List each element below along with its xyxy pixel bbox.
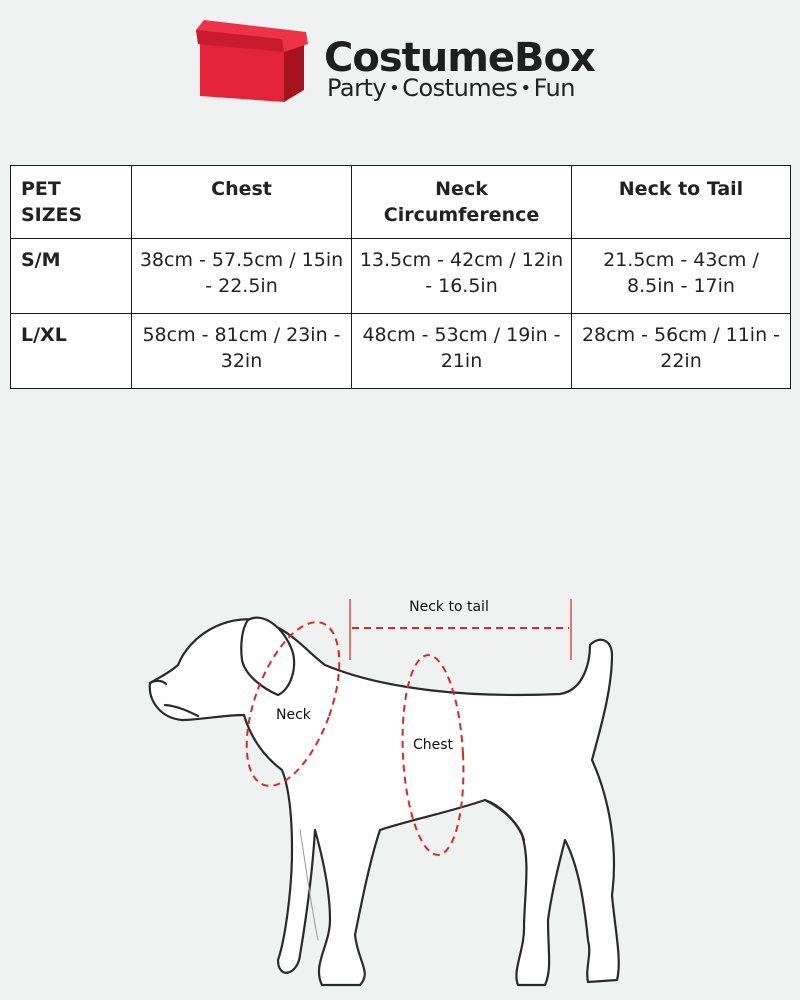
size-label: L/XL — [11, 314, 132, 389]
header-neck-circumference: Neck Circumference — [352, 166, 572, 239]
neck-value: 48cm - 53cm / 19in - 21in — [352, 314, 572, 389]
dog-measurement-diagram — [0, 560, 800, 1000]
neck-to-tail-value: 21.5cm - 43cm / 8.5in - 17in — [572, 239, 791, 314]
size-chart-table — [10, 165, 791, 389]
chest-label: Chest — [413, 737, 454, 753]
header-chest: Chest — [132, 166, 352, 239]
brand-tagline: Party • Costumes • Fun — [327, 74, 575, 102]
brand-name: CostumeBox — [324, 35, 595, 81]
neck-to-tail-label: Neck to tail — [409, 599, 489, 615]
neck-value: 13.5cm - 42cm / 12in - 16.5in — [352, 239, 572, 314]
red-box-icon — [196, 20, 308, 102]
size-label: S/M — [11, 239, 132, 314]
table-row — [11, 239, 791, 314]
chest-value: 58cm - 81cm / 23in - 32in — [132, 314, 352, 389]
header-neck-to-tail: Neck to Tail — [572, 166, 791, 239]
table-row — [11, 314, 791, 389]
brand-header — [196, 20, 616, 102]
neck-label: Neck — [276, 707, 311, 723]
header-pet-sizes: PET SIZES — [11, 166, 132, 239]
neck-to-tail-value: 28cm - 56cm / 11in - 22in — [572, 314, 791, 389]
chest-value: 38cm - 57.5cm / 15in - 22.5in — [132, 239, 352, 314]
table-header-row — [11, 166, 791, 239]
dog-outline-icon — [150, 618, 619, 985]
